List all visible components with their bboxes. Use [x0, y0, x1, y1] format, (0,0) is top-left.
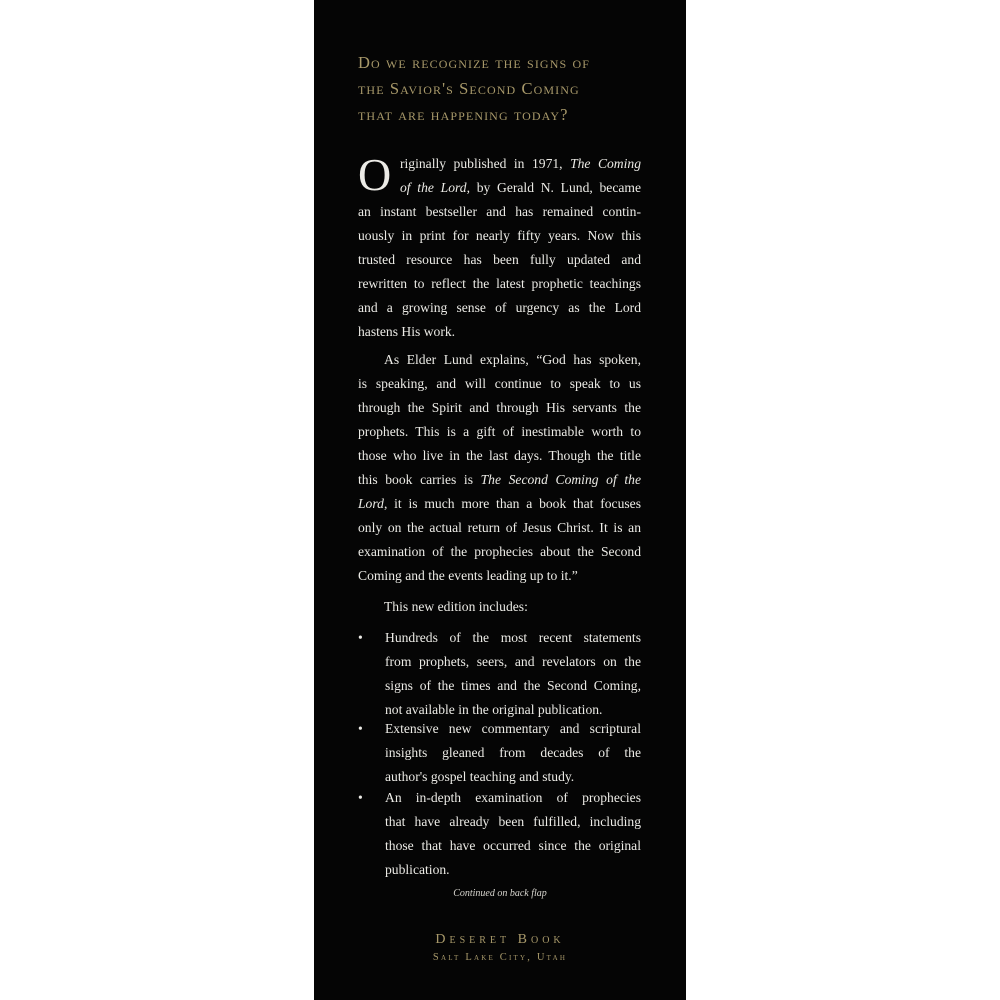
publisher-name: Deseret Book [435, 932, 565, 947]
paragraph-line: only on the actual return of Jesus Christ. It is an [358, 520, 641, 535]
bullet-text [385, 626, 641, 722]
paragraph-line [400, 176, 641, 200]
book-title-italic: The Second Coming of the [480, 472, 641, 487]
bullet-line: Extensive new commentary and scriptural [385, 721, 641, 736]
bullet-line: signs of the times and the Second Coming, [385, 678, 641, 693]
bullet-text [385, 717, 641, 789]
paragraph-line: an instant bestseller and has remained contin- [358, 204, 641, 219]
bullet-line: insights gleaned from decades of the [385, 745, 641, 760]
continued-note: Continued on back flap [453, 888, 547, 899]
paragraph-line: As Elder Lund explains, “God has spoken, [384, 352, 641, 367]
paragraph-line [358, 492, 641, 516]
bullet-icon: • [358, 790, 363, 805]
line-text: this book carries is [358, 472, 481, 487]
line-text: , it is much more than a book that focuses [383, 496, 641, 511]
publisher-location: Salt Lake City, Utah [432, 952, 568, 963]
paragraph-line: trusted resource has been fully updated and [358, 252, 641, 267]
bullet-line: author's gospel teaching and study. [385, 769, 575, 784]
paragraph-line: those who live in the last days. Though the title [358, 448, 641, 463]
paragraph-line: through the Spirit and through His servants the [358, 400, 641, 415]
line-text: riginally published in 1971, [400, 156, 571, 171]
paragraph-line: and a growing sense of urgency as the Lord [358, 300, 641, 315]
bullet-line: from prophets, seers, and revelators on the [385, 654, 641, 669]
paragraph-line: is speaking, and will continue to speak to us [358, 376, 641, 391]
bullet-icon: • [358, 630, 363, 645]
book-title-italic: of the Lord [400, 180, 467, 195]
bullet-text [385, 786, 641, 882]
quote-paragraph [358, 348, 641, 588]
book-title-italic: Lord [358, 496, 384, 511]
paragraph-line: uously in print for nearly fifty years. Now this [358, 228, 641, 243]
bullet-line: publication. [385, 862, 450, 877]
paragraph-line [358, 468, 641, 492]
bullet-icon: • [358, 721, 363, 736]
heading-line: the Savior's Second Coming [358, 79, 580, 98]
flap-heading [358, 50, 658, 128]
paragraph-line: hastens His work. [358, 324, 456, 339]
heading-line: Do we recognize the signs of [358, 53, 590, 72]
heading-line: that are happening today? [358, 105, 569, 124]
paragraph-line: examination of the prophecies about the Second [358, 544, 641, 559]
bullet-line: that have already been fulfilled, including [385, 814, 641, 829]
edition-intro [358, 595, 641, 619]
bullet-line: not available in the original publication. [385, 702, 603, 717]
paragraph-line: rewritten to reflect the latest prophetic teachings [358, 276, 641, 291]
paragraph-line: prophets. This is a gift of inestimable worth to [358, 424, 641, 439]
bullet-line: Hundreds of the most recent statements [385, 630, 641, 645]
intro-paragraph [358, 149, 641, 344]
bullet-line: An in-depth examination of prophecies [385, 790, 641, 805]
paragraph-line: This new edition includes: [384, 599, 528, 614]
paragraph-line [400, 152, 641, 176]
bullet-line: those that have occurred since the original [385, 838, 641, 853]
paragraph-line: Coming and the events leading up to it.” [358, 568, 578, 583]
book-title-italic: The Coming [570, 156, 641, 171]
drop-cap-letter: O [358, 149, 392, 200]
line-text: , by Gerald N. Lund, became [466, 180, 641, 195]
